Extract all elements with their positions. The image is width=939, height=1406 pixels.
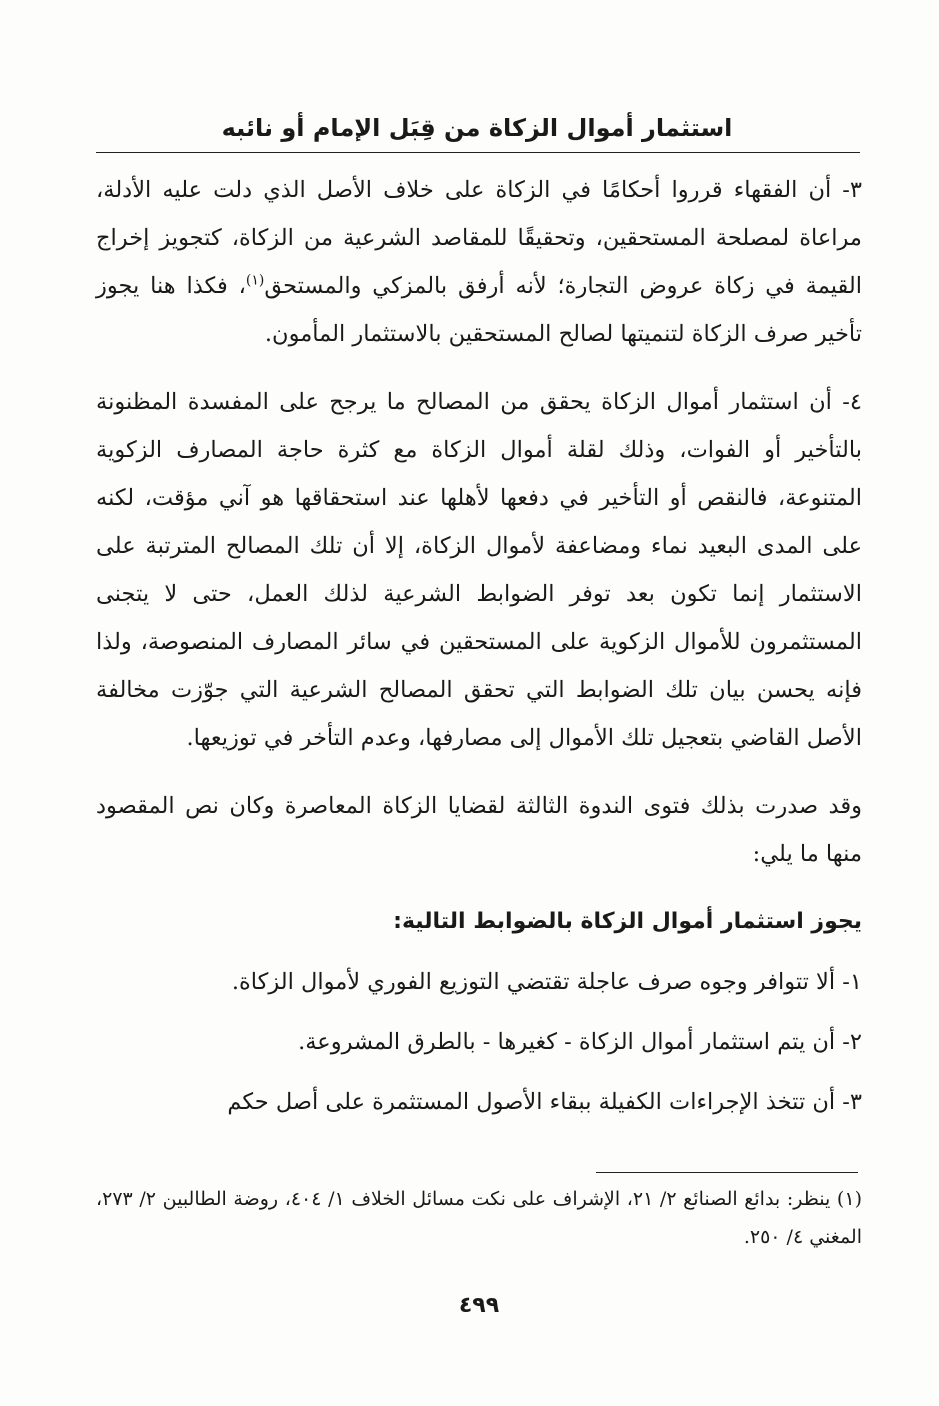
fatwa-intro: وقد صدرت بذلك فتوى الندوة الثالثة لقضايا الزكاة المعاصرة وكان نص المقصود منها ما يلي: — [96, 793, 862, 867]
paragraph-3-text-end: ، فكذا هنا يجوز تأخير صرف الزكاة لتنميتها لصالح المستحقين بالاستثمار المأمون. — [96, 273, 862, 347]
footnote-rule — [596, 1172, 858, 1173]
footnote-reference: (١) — [245, 272, 265, 289]
fatwa-heading: يجوز استثمار أموال الزكاة بالضوابط التالية: — [393, 909, 862, 934]
condition-3: ٣- أن تتخذ الإجراءات الكفيلة ببقاء الأصول المستثمرة على أصل حكم — [227, 1089, 862, 1115]
condition-2: ٢- أن يتم استثمار أموال الزكاة - كغيرها - بالطرق المشروعة. — [298, 1029, 862, 1055]
paragraph-3 — [96, 166, 862, 358]
paragraph-3-text: ٣- أن الفقهاء قرروا أحكامًا في الزكاة على خلاف الأصل الذي دلت عليه الأدلة، مراعاة لمصلحة المستحقين، وتحقيقًا للمقاصد الشرعية من الزكاة، كتجويز إخراج القيمة في زكاة عروض التجارة؛ لأنه أرفق بالمزكي والمستحق — [96, 177, 863, 299]
running-head: استثمار أموال الزكاة من قِبَل الإمام أو نائبه — [221, 114, 733, 142]
header-rule — [96, 152, 860, 153]
paragraph-4: ٤- أن استثمار أموال الزكاة يحقق من المصالح ما يرجح على المفسدة المظنونة بالتأخير أو الفوات، وذلك لقلة أموال الزكاة مع كثرة حاجة المصارف الزكوية المتنوعة، فالنقص أو التأخير في دفعها لأهلها عند استحقاقها هو آني مؤقت، لكنه على المدى البعيد نماء ومضاعفة لأموال الزكاة، إلا أن تلك المصالح المترتبة على الاستثمار إنما تكون بعد توفر الضوابط الشرعية لذلك العمل، حتى لا يتجنى المستثمرون للأموال الزكوية على المستحقين في سائر المصارف المنصوصة، ولذا فإنه يحسن بيان تلك الضوابط التي تحقق المصالح الشرعية التي جوّزت مخالفة الأصل القاضي بتعجيل تلك الأموال إلى مصارفها، وعدم التأخر في توزيعها. — [96, 389, 862, 751]
condition-1: ١- ألا تتوافر وجوه صرف عاجلة تقتضي التوزيع الفوري لأموال الزكاة. — [231, 969, 862, 995]
main-text — [96, 166, 862, 1138]
page-number: ٤٩٩ — [458, 1293, 500, 1318]
footnote: (١) ينظر: بدائع الصنائع ٢/ ٢١، الإشراف على نكت مسائل الخلاف ١/ ٤٠٤، روضة الطالبين ٢/ ٢٧٣، المغني ٤/ ٢٥٠. — [96, 1188, 862, 1248]
